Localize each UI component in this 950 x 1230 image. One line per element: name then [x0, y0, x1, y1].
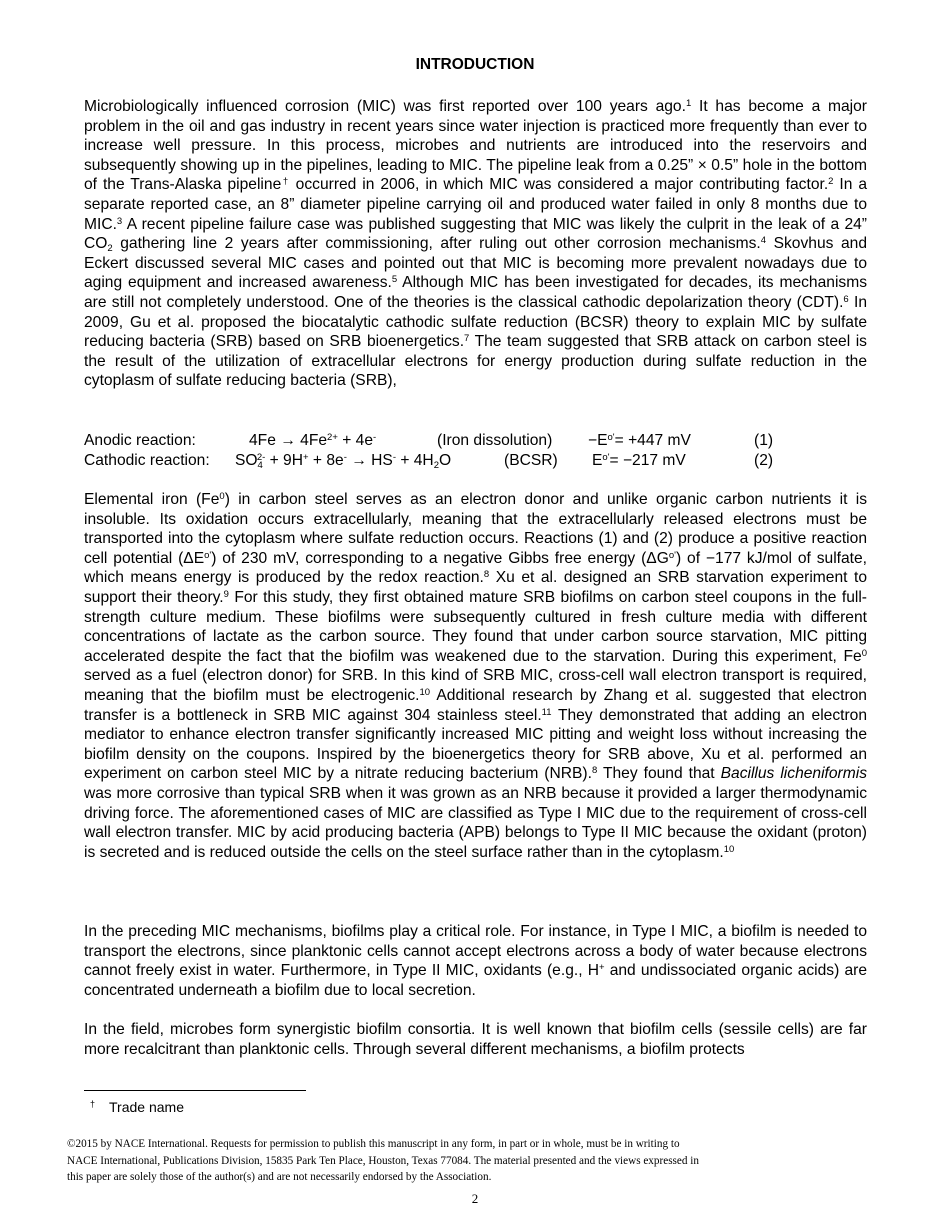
eq1-note: (Iron dissolution)	[437, 432, 553, 449]
eq1-number: (1)	[754, 432, 774, 449]
eq2-number: (2)	[754, 452, 774, 469]
paragraph-3: In the preceding MIC mechanisms, biofilms play a critical role. For instance, in Type I MIC, a biofilm is needed to transport the electrons, since planktonic cells cannot accept electrons across a body of water because electrons cannot freely exist in water. Furthermore, in Type II MIC, oxidants (e.g., H+ and undissociated organic acids) are concentrated underneath a biofilm due to local secretion.	[84, 923, 868, 999]
copyright-notice: ©2015 by NACE International. Requests for permission to publish this manuscript in any form, in part or in whole, must be in writing to NACE International, Publications Division, 15835 Park Ten Place, Houston, Texas 77084. The material presented and the views expressed in this paper are solely those of the author(s) and are not necessarily endorsed by the Association.	[67, 1138, 699, 1183]
section-heading: INTRODUCTION	[415, 56, 535, 73]
eq2-note: (BCSR)	[504, 452, 558, 469]
eq1-reaction: $4Fe \to 4Fe^{2+} + 4e^-$	[249, 432, 377, 449]
footnote	[90, 1099, 184, 1115]
footnote-text: Trade name	[109, 1099, 184, 1115]
footnote-divider	[84, 1090, 306, 1091]
paragraph-4: In the field, microbes form synergistic biofilm consortia. It is well known that biofilm cells (sessile cells) are far more recalcitrant than planktonic cells. Through several different mechanisms, a biofilm protects	[84, 1021, 867, 1058]
eq2-label: Cathodic reaction:	[84, 452, 210, 469]
footnote-mark: †	[90, 1099, 96, 1109]
eq2-reaction: $SO_4^{2-} + 9H^+ + 8e^- \to HS^- + 4H_2O$	[235, 452, 452, 471]
page-number: 2	[471, 1191, 479, 1206]
species-name: Bacillus licheniformis	[720, 765, 868, 783]
eq1-potential: $-E^{o'}= +447$ mV	[588, 432, 691, 449]
eq1-label: Anodic reaction:	[84, 432, 196, 449]
eq2-potential: $E^{o'}= -217$ mV	[592, 452, 686, 469]
paragraph-2: Elemental iron (Fe$^0$) in carbon steel serves as an electron donor and unlike organic carbon nutrients it is insoluble. Its oxidation occurs extracellularly, meaning that the extracellularly released electrons must be transported into the cytoplasm where sulfate reduction occurs. Reactions (1) and (2) produce a positive reaction cell potential $(\Delta E^{o'})$ of 230 mV, corresponding to a negative Gibbs free energy $(\Delta G^{o'})$ of −177 kJ/mol of sulfate, which means energy is produced by the redox reaction.$^8$ Xu et al. designed an SRB starvation experiment to support their theory.$^9$ For this study, they first obtained mature SRB biofilms on carbon steel coupons in the full-strength culture medium. These biofilms were subsequently cultured in fresh culture media with different concentrations of lactate as the carbon source. They found that under carbon source starvation, MIC pitting accelerated despite the fact that the biofilm was weakened due to the starvation. During this experiment, Fe$^0$ served as a fuel (electron donor) for SRB. In this kind of SRB MIC, cross-cell wall electron transport is required, meaning that the biofilm must be electrogenic.$^{10}$ Additional research by Zhang et al. suggested that electron transfer is a bottleneck in SRB MIC against 304 stainless steel.$^{11}$ They demonstrated that adding an electron mediator to enhance electron transfer significantly increased MIC pitting and weight loss without increasing the biofilm density on the coupons. Inspired by the bioenergetics theory for SRB above, Xu et al. performed an experiment on carbon steel MIC by a nitrate reducing bacterium (NRB).$^8$ They found that Bacillus licheniformis was more corrosive than typical SRB when it was grown as an NRB because it provided a larger thermodynamic driving force. The aforementioned cases of MIC are classified as Type I MIC due to the requirement of cross-cell wall electron transfer. MIC by acid producing bacteria (APB) belongs to Type II MIC because the oxidant (proton) is secreted and is reduced outside the cells on the steel surface rather than in the cytoplasm.$^{10}$	[84, 491, 868, 861]
paragraph-1: Microbiologically influenced corrosion (MIC) was first reported over 100 years ago.$^1$ It has become a major problem in the oil and gas industry in recent years since water injection is practiced more frequently than ever to increase well pressure. In this process, microbes and nutrients are introduced into the reservoirs and subsequently showing up in the pipelines, leading to MIC. The pipeline leak from a 0.25” × 0.5” hole in the bottom of the Trans-Alaska pipeline† occurred in 2006, in which MIC was considered a major contributing factor.$^2$ In a separate reported case, an 8” diameter pipeline carrying oil and produced water failed in only 8 months due to MIC.$^3$ A recent pipeline failure case was published suggesting that MIC was likely the culprit in the leak of a 24” $CO_2$ gathering line 2 years after commissioning, after ruling out other corrosion mechanisms.$^4$ Skovhus and Eckert discussed several MIC cases and pointed out that MIC is becoming more prevalent nowadays due to aging equipment and increased awareness.$^5$ Although MIC has been investigated for decades, its mechanisms are still not completely understood. One of the theories is the classical cathodic depolarization theory (CDT).$^6$ In 2009, Gu et al. proposed the biocatalytic cathodic sulfate reduction (BCSR) theory to explain MIC by sulfate reducing bacteria (SRB) based on SRB bioenergetics.$^7$ The team suggested that SRB attack on carbon steel is the result of the utilization of extracellular electrons for energy production during sulfate reduction in the cytoplasm of sulfate reducing bacteria (SRB),	[84, 98, 867, 390]
